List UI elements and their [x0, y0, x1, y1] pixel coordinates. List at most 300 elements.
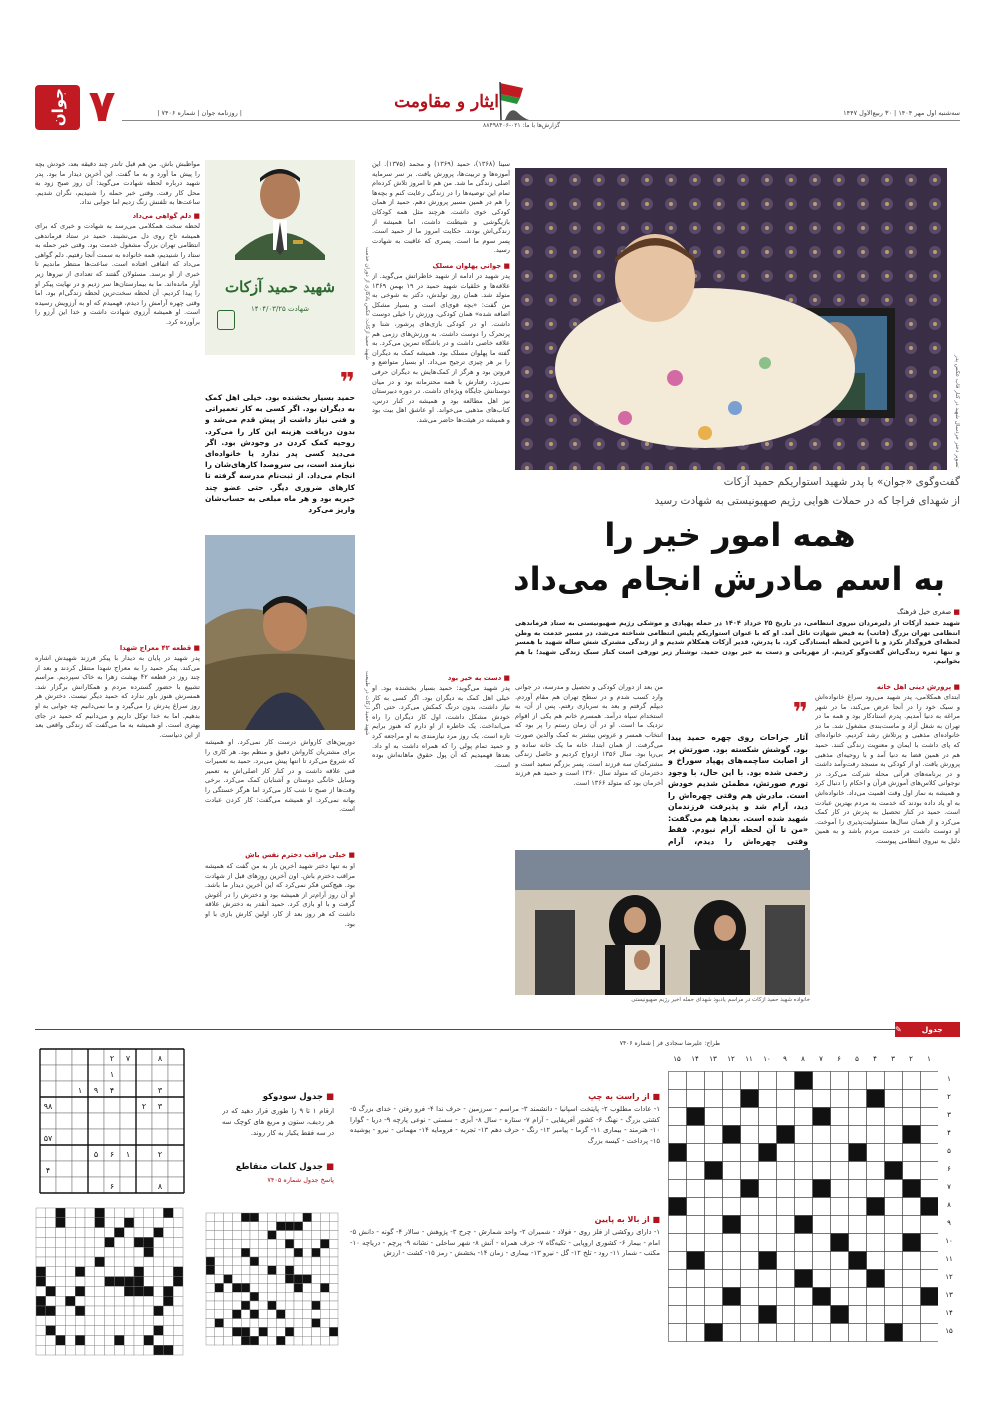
crossword-cell[interactable] — [831, 1288, 849, 1306]
crossword-cell[interactable] — [741, 1198, 759, 1216]
crossword-cell[interactable] — [705, 1270, 723, 1288]
crossword-cell[interactable] — [723, 1144, 741, 1162]
crossword-cell[interactable] — [831, 1108, 849, 1126]
crossword-cell[interactable] — [777, 1252, 795, 1270]
sudoku-cell[interactable] — [168, 1129, 184, 1145]
answer-cell — [303, 1239, 312, 1248]
sudoku-cell[interactable] — [56, 1081, 72, 1097]
crossword-cell[interactable] — [885, 1216, 903, 1234]
crossword-cell[interactable] — [831, 1072, 849, 1090]
answer-cell — [124, 1316, 134, 1326]
crossword-cell[interactable] — [903, 1162, 921, 1180]
crossword-cell[interactable] — [903, 1198, 921, 1216]
crossword-cell[interactable] — [777, 1270, 795, 1288]
crossword-cell[interactable] — [903, 1144, 921, 1162]
sudoku-cell[interactable] — [168, 1065, 184, 1081]
crossword-cell[interactable] — [813, 1072, 831, 1090]
answer-cell — [259, 1275, 268, 1284]
crossword-black-cell — [741, 1180, 759, 1198]
crossword-cell[interactable] — [687, 1234, 705, 1252]
sudoku-cell[interactable] — [136, 1177, 152, 1193]
crossword-cell[interactable] — [795, 1306, 813, 1324]
sudoku-cell[interactable] — [168, 1145, 184, 1161]
crossword-cell[interactable] — [849, 1198, 867, 1216]
crossword-cell[interactable] — [705, 1288, 723, 1306]
crossword-cell[interactable] — [813, 1270, 831, 1288]
crossword-cell[interactable] — [741, 1072, 759, 1090]
sudoku-cell[interactable] — [40, 1081, 56, 1097]
crossword-cell[interactable] — [867, 1216, 885, 1234]
crossword-cell[interactable] — [921, 1126, 939, 1144]
crossword-cell[interactable] — [687, 1162, 705, 1180]
sudoku-cell[interactable] — [104, 1161, 120, 1177]
answer-cell — [241, 1292, 250, 1301]
crossword-cell[interactable] — [705, 1198, 723, 1216]
sudoku-cell[interactable] — [104, 1097, 120, 1113]
crossword-cell[interactable] — [777, 1198, 795, 1216]
sudoku-cell[interactable] — [120, 1081, 136, 1097]
crossword-cell[interactable] — [777, 1288, 795, 1306]
crossword-cell[interactable] — [759, 1126, 777, 1144]
crossword-cell[interactable] — [759, 1324, 777, 1342]
answer-cell — [65, 1228, 75, 1238]
sudoku-cell[interactable] — [168, 1113, 184, 1129]
crossword-cell[interactable] — [705, 1234, 723, 1252]
crossword-cell[interactable] — [921, 1162, 939, 1180]
crossword-cell[interactable] — [669, 1072, 687, 1090]
crossword-cell[interactable] — [687, 1126, 705, 1144]
crossword-cell[interactable] — [795, 1162, 813, 1180]
crossword-cell[interactable] — [849, 1288, 867, 1306]
crossword-cell[interactable] — [813, 1144, 831, 1162]
crossword-cell[interactable] — [777, 1072, 795, 1090]
crossword-cells[interactable] — [668, 1071, 938, 1379]
crossword-cell[interactable] — [831, 1162, 849, 1180]
crossword-cell[interactable] — [885, 1126, 903, 1144]
crossword-cell[interactable] — [669, 1162, 687, 1180]
crossword-cell[interactable] — [849, 1090, 867, 1108]
crossword-cell[interactable] — [669, 1216, 687, 1234]
crossword-cell[interactable] — [867, 1162, 885, 1180]
crossword-cell[interactable] — [759, 1108, 777, 1126]
crossword-cell[interactable] — [885, 1288, 903, 1306]
crossword-cell[interactable] — [669, 1180, 687, 1198]
crossword-cell[interactable] — [705, 1144, 723, 1162]
crossword-cell[interactable] — [867, 1288, 885, 1306]
crossword-cell[interactable] — [849, 1324, 867, 1342]
crossword-cell[interactable] — [687, 1288, 705, 1306]
crossword-cell[interactable] — [867, 1306, 885, 1324]
crossword-cell[interactable] — [885, 1198, 903, 1216]
answer-cell — [144, 1218, 154, 1228]
sudoku-cell[interactable] — [168, 1161, 184, 1177]
crossword-cell[interactable] — [741, 1288, 759, 1306]
sudoku-grid[interactable] — [35, 1045, 195, 1195]
crossword-cell[interactable] — [741, 1324, 759, 1342]
answer-cell — [95, 1296, 105, 1306]
crossword-cell[interactable] — [849, 1180, 867, 1198]
crossword-cell[interactable] — [921, 1252, 939, 1270]
crossword-cell[interactable] — [705, 1180, 723, 1198]
sudoku-cell[interactable] — [88, 1129, 104, 1145]
crossword-cell[interactable] — [921, 1144, 939, 1162]
answer-black-cell — [294, 1222, 303, 1231]
sudoku-cell[interactable] — [120, 1177, 136, 1193]
crossword-cell[interactable] — [921, 1306, 939, 1324]
sudoku-cell[interactable] — [56, 1145, 72, 1161]
crossword-cell[interactable] — [885, 1108, 903, 1126]
sudoku-cell[interactable] — [88, 1097, 104, 1113]
sudoku-cell[interactable] — [88, 1113, 104, 1129]
crossword-cell[interactable] — [795, 1288, 813, 1306]
crossword-cell[interactable] — [831, 1144, 849, 1162]
sudoku-cell[interactable] — [56, 1097, 72, 1113]
crossword-cell[interactable] — [795, 1090, 813, 1108]
answer-cell — [276, 1327, 285, 1336]
crossword-cell[interactable] — [885, 1090, 903, 1108]
sudoku-cell[interactable] — [152, 1161, 168, 1177]
crossword-cell[interactable] — [705, 1252, 723, 1270]
sudoku-cell[interactable] — [136, 1161, 152, 1177]
sudoku-cell[interactable] — [40, 1065, 56, 1081]
crossword-cell[interactable] — [921, 1234, 939, 1252]
sudoku-cell[interactable] — [120, 1113, 136, 1129]
crossword-cell[interactable] — [885, 1144, 903, 1162]
crossword-cell[interactable] — [867, 1180, 885, 1198]
crossword-cell[interactable] — [777, 1090, 795, 1108]
crossword-cell[interactable] — [831, 1180, 849, 1198]
crossword-cell[interactable] — [723, 1270, 741, 1288]
crossword-cell[interactable] — [921, 1072, 939, 1090]
sudoku-cell[interactable] — [152, 1113, 168, 1129]
crossword-cell[interactable] — [921, 1180, 939, 1198]
crossword-cell[interactable] — [849, 1306, 867, 1324]
sudoku-cell[interactable] — [136, 1129, 152, 1145]
answer-cell — [232, 1336, 241, 1345]
answer-cell — [329, 1248, 338, 1257]
crossword-cell[interactable] — [759, 1234, 777, 1252]
crossword-cell[interactable] — [687, 1198, 705, 1216]
crossword-cell[interactable] — [831, 1090, 849, 1108]
answer-cell — [46, 1228, 56, 1238]
crossword-cell[interactable] — [795, 1252, 813, 1270]
answer-cell — [173, 1237, 183, 1247]
crossword-cell[interactable] — [759, 1288, 777, 1306]
crossword-cell[interactable] — [705, 1108, 723, 1126]
crossword-cell[interactable] — [759, 1180, 777, 1198]
crossword-cell[interactable] — [849, 1216, 867, 1234]
crossword-cell[interactable] — [831, 1198, 849, 1216]
crossword-cell[interactable] — [921, 1270, 939, 1288]
crossword-cell[interactable] — [795, 1198, 813, 1216]
crossword-cell[interactable] — [921, 1090, 939, 1108]
sudoku-cell[interactable] — [56, 1177, 72, 1193]
crossword-cell[interactable] — [885, 1270, 903, 1288]
sudoku-cell[interactable] — [88, 1161, 104, 1177]
crossword-cell[interactable] — [813, 1090, 831, 1108]
crossword-cell[interactable] — [885, 1252, 903, 1270]
answer-black-cell — [114, 1228, 124, 1238]
crossword-cell[interactable] — [687, 1144, 705, 1162]
crossword-cell[interactable] — [813, 1306, 831, 1324]
crossword-cell[interactable] — [813, 1252, 831, 1270]
crossword-cell[interactable] — [777, 1306, 795, 1324]
answer-cell — [114, 1316, 124, 1326]
crossword-cell[interactable] — [705, 1072, 723, 1090]
crossword-cell[interactable] — [867, 1108, 885, 1126]
sudoku-cell[interactable] — [104, 1129, 120, 1145]
answer-cell — [134, 1257, 144, 1267]
crossword-cell[interactable] — [669, 1270, 687, 1288]
crossword-cell[interactable] — [759, 1216, 777, 1234]
answer-cell — [276, 1248, 285, 1257]
col3-subhead-1-text: جوانی پهلوان مسلک — [432, 262, 502, 270]
answer-cell — [114, 1306, 124, 1316]
crossword-cell[interactable] — [669, 1108, 687, 1126]
sudoku-cell[interactable] — [168, 1049, 184, 1065]
sudoku-given-digit: ۷ — [125, 1054, 131, 1063]
sudoku-cell[interactable] — [56, 1049, 72, 1065]
crossword-cell[interactable] — [903, 1108, 921, 1126]
crossword-cell[interactable] — [849, 1108, 867, 1126]
crossword-cell[interactable] — [777, 1324, 795, 1342]
crossword-cell[interactable] — [867, 1126, 885, 1144]
crossword-cell[interactable] — [795, 1324, 813, 1342]
crossword-cell[interactable] — [705, 1090, 723, 1108]
sudoku-cell[interactable] — [88, 1049, 104, 1065]
crossword-cell[interactable] — [669, 1324, 687, 1342]
sudoku-cell[interactable] — [136, 1049, 152, 1065]
sudoku-cell[interactable] — [72, 1161, 88, 1177]
crossword-cell[interactable] — [795, 1108, 813, 1126]
answer-cell — [215, 1275, 224, 1284]
sudoku-cell[interactable] — [88, 1177, 104, 1193]
crossword-cell[interactable] — [741, 1144, 759, 1162]
crossword-cell[interactable] — [705, 1306, 723, 1324]
sudoku-cell[interactable] — [56, 1065, 72, 1081]
sudoku-cell[interactable] — [72, 1097, 88, 1113]
answer-cell — [46, 1267, 56, 1277]
answer-black-cell — [46, 1306, 56, 1316]
sudoku-cell[interactable] — [104, 1113, 120, 1129]
crossword-cell[interactable] — [831, 1126, 849, 1144]
crossword-cell[interactable] — [813, 1324, 831, 1342]
answer-cell — [154, 1277, 164, 1287]
sudoku-cell[interactable] — [88, 1065, 104, 1081]
crossword-cell[interactable] — [687, 1180, 705, 1198]
sudoku-cell[interactable] — [120, 1097, 136, 1113]
crossword-cell[interactable] — [759, 1162, 777, 1180]
sudoku-info — [222, 1092, 334, 1172]
crossword-cell[interactable] — [813, 1162, 831, 1180]
sudoku-cell[interactable] — [40, 1177, 56, 1193]
crossword-cell[interactable] — [723, 1162, 741, 1180]
sudoku-cell[interactable] — [56, 1161, 72, 1177]
crossword-cell[interactable] — [687, 1090, 705, 1108]
crossword-cell[interactable] — [777, 1180, 795, 1198]
sudoku-cell[interactable] — [120, 1161, 136, 1177]
crossword-cell[interactable] — [903, 1252, 921, 1270]
sudoku-cell[interactable] — [72, 1065, 88, 1081]
answer-cell — [134, 1345, 144, 1355]
answer-cell — [163, 1257, 173, 1267]
crossword-cell[interactable] — [759, 1198, 777, 1216]
sudoku-cell[interactable] — [152, 1065, 168, 1081]
sudoku-cell[interactable] — [136, 1113, 152, 1129]
crossword-cell[interactable] — [903, 1306, 921, 1324]
crossword-cell[interactable] — [687, 1270, 705, 1288]
crossword-cell[interactable] — [723, 1324, 741, 1342]
answer-cell — [215, 1292, 224, 1301]
sudoku-cell[interactable] — [136, 1145, 152, 1161]
crossword-cell[interactable] — [813, 1234, 831, 1252]
crossword-cell[interactable] — [903, 1324, 921, 1342]
crossword-cell[interactable] — [903, 1090, 921, 1108]
crossword-cell[interactable] — [849, 1126, 867, 1144]
answer-cell — [250, 1319, 259, 1328]
crossword-cell[interactable] — [867, 1072, 885, 1090]
crossword-cell[interactable] — [669, 1090, 687, 1108]
crossword-cell[interactable] — [903, 1288, 921, 1306]
answer-cell — [329, 1266, 338, 1275]
crossword-cell[interactable] — [687, 1216, 705, 1234]
crossword-cell[interactable] — [777, 1162, 795, 1180]
crossword-cell[interactable] — [813, 1126, 831, 1144]
sudoku-cell[interactable] — [136, 1065, 152, 1081]
crossword-cell[interactable] — [831, 1270, 849, 1288]
sudoku-cell[interactable] — [72, 1177, 88, 1193]
sudoku-cell[interactable] — [152, 1129, 168, 1145]
sudoku-cell[interactable] — [72, 1113, 88, 1129]
crossword-cell[interactable] — [687, 1306, 705, 1324]
byline-text: صغری خیل فرهنگ — [897, 608, 952, 616]
crossword-cell[interactable] — [921, 1108, 939, 1126]
answer-cell — [232, 1239, 241, 1248]
crossword-black-cell — [867, 1270, 885, 1288]
crossword-cell[interactable] — [669, 1252, 687, 1270]
sudoku-cell[interactable] — [136, 1081, 152, 1097]
crossword-cell[interactable] — [669, 1288, 687, 1306]
crossword-cell[interactable] — [903, 1216, 921, 1234]
crossword-cell[interactable] — [723, 1090, 741, 1108]
crossword-cell[interactable] — [885, 1072, 903, 1090]
answer-cell — [75, 1228, 85, 1238]
crossword-cell[interactable] — [723, 1252, 741, 1270]
crossword-cell[interactable] — [741, 1234, 759, 1252]
answer-black-cell — [294, 1283, 303, 1292]
crossword-cell[interactable] — [759, 1072, 777, 1090]
sudoku-cell[interactable] — [72, 1049, 88, 1065]
crossword-cell[interactable] — [777, 1108, 795, 1126]
crossword-cell[interactable] — [705, 1126, 723, 1144]
crossword-cell[interactable] — [759, 1270, 777, 1288]
crossword-cell[interactable] — [777, 1144, 795, 1162]
answer-cell — [206, 1336, 215, 1345]
sudoku-cell[interactable] — [56, 1129, 72, 1145]
answer-cell — [65, 1257, 75, 1267]
crossword-cell[interactable] — [813, 1198, 831, 1216]
crossword-cell[interactable] — [795, 1126, 813, 1144]
crossword-cell[interactable] — [741, 1216, 759, 1234]
crossword-cell[interactable] — [741, 1108, 759, 1126]
sudoku-cell[interactable] — [72, 1129, 88, 1145]
answer-cell — [320, 1310, 329, 1319]
crossword-cell[interactable] — [723, 1072, 741, 1090]
crossword-cell[interactable] — [849, 1162, 867, 1180]
crossword-cell[interactable] — [867, 1324, 885, 1342]
crossword-cell[interactable] — [687, 1072, 705, 1090]
answer-cell — [114, 1267, 124, 1277]
crossword-cell[interactable] — [759, 1090, 777, 1108]
crossword-cell[interactable] — [867, 1252, 885, 1270]
crossword-cell[interactable] — [795, 1234, 813, 1252]
crossword-cell[interactable] — [831, 1216, 849, 1234]
sudoku-cell[interactable] — [120, 1065, 136, 1081]
crossword-cell[interactable] — [921, 1324, 939, 1342]
crossword-cell[interactable] — [777, 1234, 795, 1252]
crossword-cell[interactable] — [777, 1216, 795, 1234]
sudoku-cell[interactable] — [168, 1097, 184, 1113]
crossword-cell[interactable] — [669, 1126, 687, 1144]
crossword-cell[interactable] — [723, 1234, 741, 1252]
crossword-cell[interactable] — [741, 1306, 759, 1324]
crossword-cell[interactable] — [885, 1306, 903, 1324]
crossword-cell[interactable] — [885, 1180, 903, 1198]
sudoku-cell[interactable] — [168, 1177, 184, 1193]
crossword-cell[interactable] — [867, 1144, 885, 1162]
crossword-cell[interactable] — [741, 1270, 759, 1288]
crossword-cell[interactable] — [885, 1234, 903, 1252]
sudoku-cell[interactable] — [72, 1145, 88, 1161]
crossword-cell[interactable] — [903, 1072, 921, 1090]
crossword-cell[interactable] — [741, 1252, 759, 1270]
sudoku-cell[interactable] — [40, 1049, 56, 1065]
crossword-cell[interactable] — [687, 1324, 705, 1342]
sudoku-cell[interactable] — [56, 1113, 72, 1129]
crossword-cell[interactable] — [723, 1306, 741, 1324]
crossword-cell[interactable] — [813, 1216, 831, 1234]
crossword-cell[interactable] — [831, 1324, 849, 1342]
crossword-cell[interactable] — [849, 1072, 867, 1090]
crossword-cell[interactable] — [831, 1252, 849, 1270]
sudoku-cell[interactable] — [40, 1145, 56, 1161]
answer-cell — [268, 1327, 277, 1336]
sudoku-cell[interactable] — [120, 1129, 136, 1145]
crossword-cell[interactable] — [741, 1126, 759, 1144]
crossword-cell[interactable] — [723, 1180, 741, 1198]
answer-black-cell — [154, 1345, 164, 1355]
byline-marker-icon: ■ — [951, 608, 960, 616]
crossword-cell[interactable] — [669, 1306, 687, 1324]
answer-cell — [114, 1237, 124, 1247]
answer-cell — [56, 1326, 66, 1336]
crossword-cell[interactable] — [849, 1270, 867, 1288]
crossword-cell[interactable] — [849, 1234, 867, 1252]
answer-cell — [320, 1275, 329, 1284]
sudoku-cell[interactable] — [40, 1113, 56, 1129]
sudoku-cell[interactable] — [168, 1081, 184, 1097]
crossword-cell[interactable] — [669, 1234, 687, 1252]
crossword-cell[interactable] — [705, 1216, 723, 1234]
crossword-cell[interactable] — [795, 1180, 813, 1198]
crossword-cell[interactable] — [723, 1108, 741, 1126]
crossword-cell[interactable] — [723, 1198, 741, 1216]
crossword-cell[interactable] — [741, 1162, 759, 1180]
crossword-cell[interactable] — [795, 1144, 813, 1162]
crossword-cell[interactable] — [921, 1216, 939, 1234]
crossword-cell[interactable] — [903, 1270, 921, 1288]
crossword-cell[interactable] — [867, 1234, 885, 1252]
